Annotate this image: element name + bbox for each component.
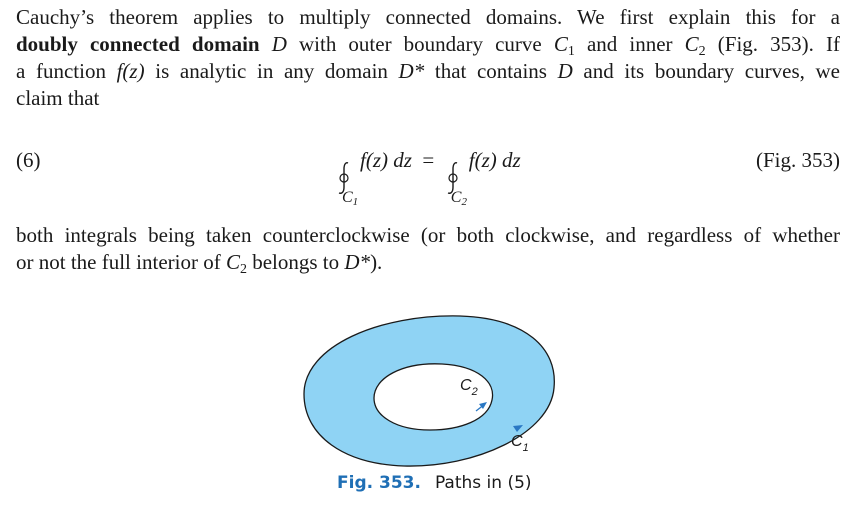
equals-sign: = [422, 148, 435, 172]
integrand-lhs: f(z) dz [360, 148, 412, 172]
text-line: doubly connected domain D with outer boundary curve $C_1$ and inner $C_2$ (Fig. 353). If [16, 32, 840, 59]
figure-caption-text: Paths in (5) [434, 473, 532, 493]
integrand-rhs: f(z) dz [468, 148, 521, 172]
figure-caption-label: Fig. 353. [337, 473, 421, 493]
integral-limit: $C_2$ [450, 189, 467, 208]
text-line: or not the full interior of $C_2$ belongs to D*). [16, 250, 383, 277]
figure-reference: (Fig. 353) [756, 148, 840, 172]
paragraph-intro [16, 4, 840, 112]
equation-number: (6) [16, 148, 41, 172]
equation-row [16, 148, 840, 208]
label-c1: $C_1$ [511, 433, 529, 454]
figure-caption [337, 473, 532, 493]
paragraph-explanation [16, 222, 840, 276]
bold-term: doubly connected domain [16, 32, 260, 56]
integral-limit: $C_1$ [342, 189, 359, 208]
doubly-connected-domain-figure [300, 310, 560, 470]
text-line: claim that [16, 86, 100, 110]
text-line: Cauchy’s theorem applies to multiply connected domains. We first explain this for a [16, 5, 840, 29]
label-c2: $C_2$ [460, 377, 478, 398]
equation [336, 148, 521, 208]
text-line: both integrals being taken counterclockwise (or both clockwise, and regardless of whether [16, 223, 840, 247]
text-line: a function f(z) is analytic in any domain D* that contains D and its boundary curves, we [16, 59, 840, 83]
